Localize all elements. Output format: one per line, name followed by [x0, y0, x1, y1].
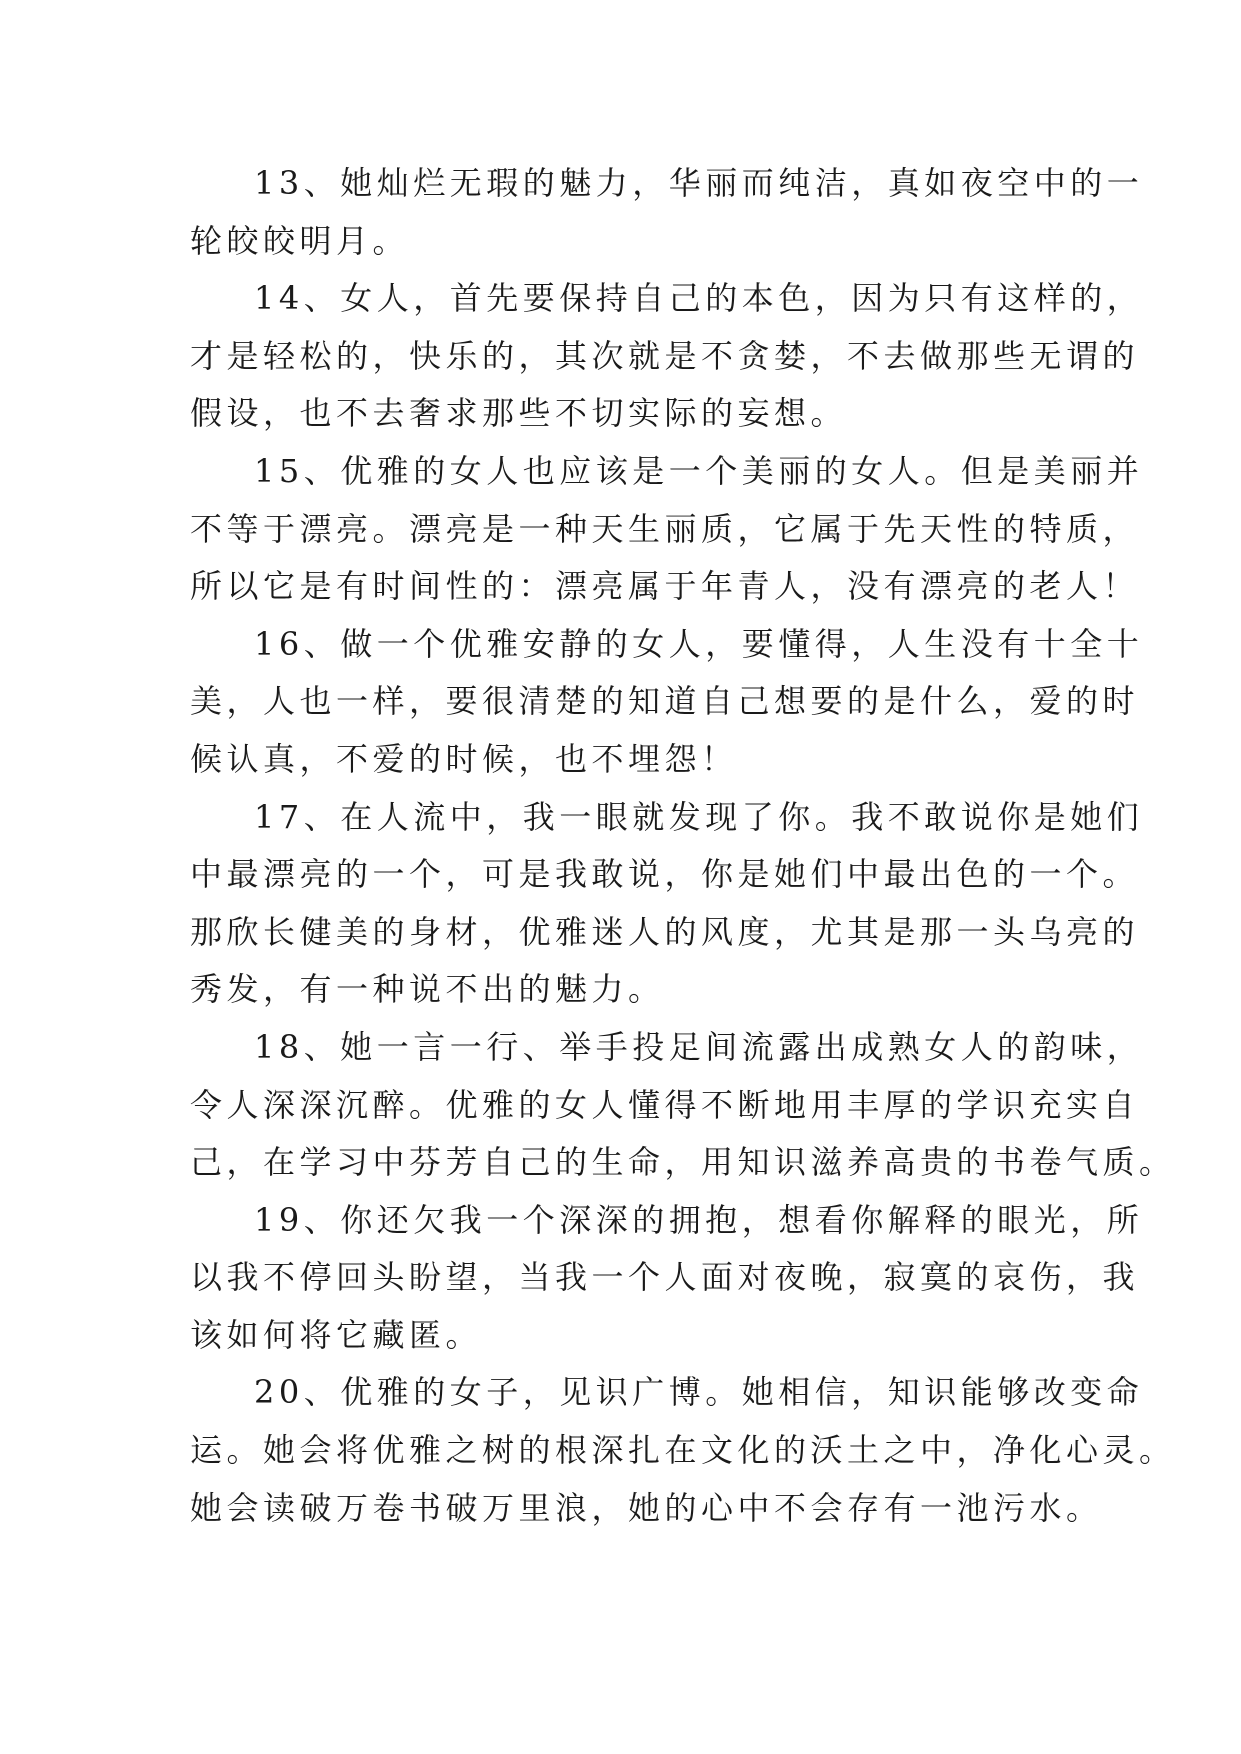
- text-line: 16、做一个优雅安静的女人，要懂得，人生没有十全十: [254, 624, 1144, 663]
- text-line: 以我不停回头盼望，当我一个人面对夜晚，寂寞的哀伤，我: [190, 1258, 1140, 1297]
- text-line: 20、优雅的女子，见识广博。她相信，知识能够改变命: [254, 1373, 1144, 1412]
- text-line: 18、她一言一行、举手投足间流露出成熟女人的韵味，: [254, 1027, 1144, 1066]
- text-line: 15、优雅的女人也应该是一个美丽的女人。但是美丽并: [254, 451, 1144, 490]
- text-line: 19、你还欠我一个深深的拥抱，想看你解释的眼光，所: [254, 1200, 1144, 1239]
- text-line: 该如何将它藏匿。: [190, 1315, 483, 1354]
- paragraph-14: [190, 270, 1144, 443]
- text-line: 候认真，不爱的时候，也不埋怨！: [190, 739, 738, 778]
- text-line: 轮皎皎明月。: [190, 221, 410, 260]
- text-line: 假设，也不去奢求那些不切实际的妄想。: [190, 394, 848, 433]
- text-line: 她会读破万卷书破万里浪，她的心中不会存有一池污水。: [190, 1488, 1103, 1527]
- document-body: [190, 155, 1176, 1537]
- text-line: 那欣长健美的身材，优雅迷人的风度，尤其是那一头乌亮的: [190, 912, 1140, 951]
- text-line: 令人深深沉醉。优雅的女人懂得不断地用丰厚的学识充实自: [190, 1085, 1140, 1124]
- paragraph-17: [190, 789, 1144, 1019]
- text-line: 中最漂亮的一个，可是我敢说，你是她们中最出色的一个。: [190, 855, 1140, 894]
- paragraph-16: [190, 616, 1144, 789]
- paragraph-13: [190, 155, 1144, 270]
- paragraph-15: [190, 443, 1144, 616]
- paragraph-20: [190, 1364, 1176, 1537]
- text-line: 才是轻松的，快乐的，其次就是不贪婪，不去做那些无谓的: [190, 336, 1140, 375]
- text-line: 运。她会将优雅之树的根深扎在文化的沃土之中，净化心灵。: [190, 1431, 1176, 1470]
- text-line: 所以它是有时间性的：漂亮属于年青人，没有漂亮的老人！: [190, 567, 1140, 606]
- paragraph-18: [190, 1019, 1176, 1192]
- text-line: 不等于漂亮。漂亮是一种天生丽质，它属于先天性的特质，: [190, 509, 1140, 548]
- text-line: 己，在学习中芬芳自己的生命，用知识滋养高贵的书卷气质。: [190, 1143, 1176, 1182]
- text-line: 秀发，有一种说不出的魅力。: [190, 970, 665, 1009]
- paragraph-19: [190, 1192, 1144, 1365]
- text-line: 17、在人流中，我一眼就发现了你。我不敢说你是她们: [254, 797, 1144, 836]
- text-line: 14、女人，首先要保持自己的本色，因为只有这样的，: [254, 279, 1144, 318]
- text-line: 美，人也一样，要很清楚的知道自己想要的是什么，爱的时: [190, 682, 1140, 721]
- text-line: 13、她灿烂无瑕的魅力，华丽而纯洁，真如夜空中的一: [254, 164, 1144, 202]
